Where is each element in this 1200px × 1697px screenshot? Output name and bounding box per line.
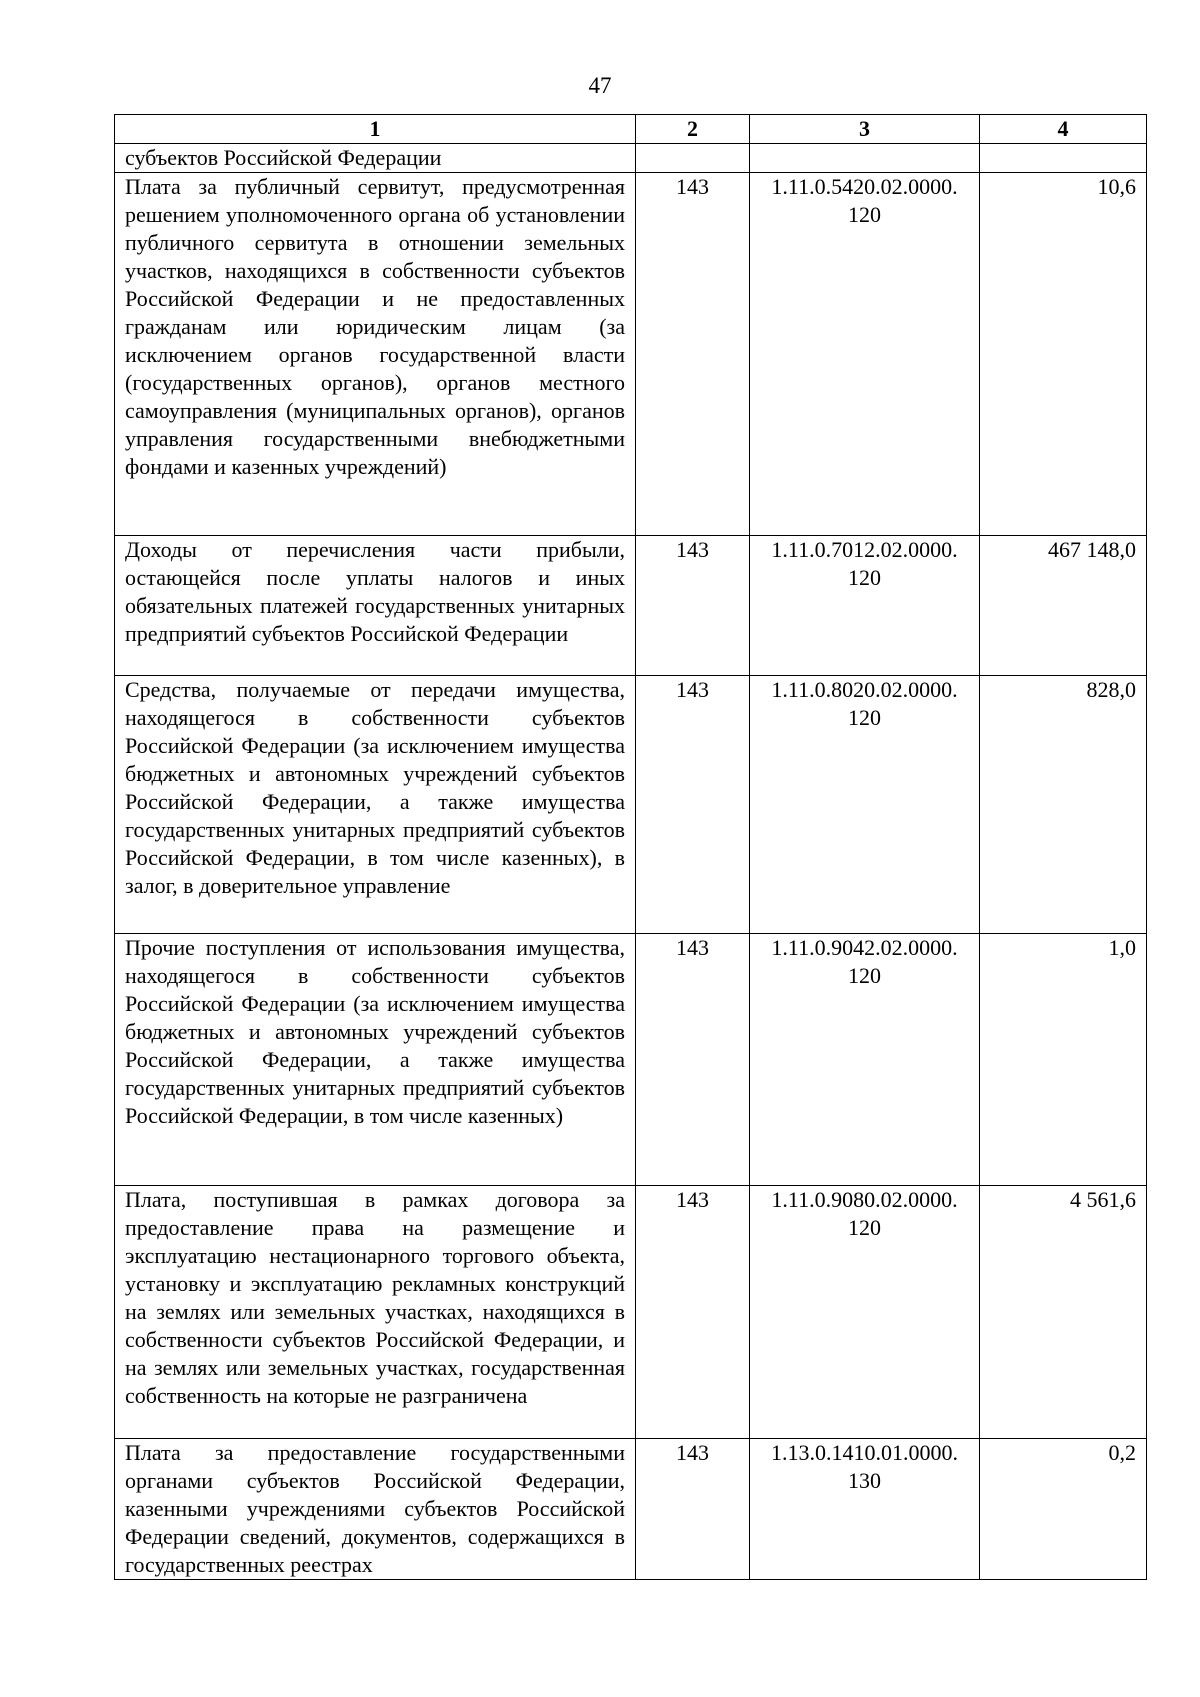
admin-code-cell bbox=[636, 144, 750, 173]
budget-code-cell: 1.11.0.7012.02.0000. 120 bbox=[750, 536, 980, 676]
table-row bbox=[115, 1186, 1147, 1439]
table-header-row bbox=[115, 115, 1147, 144]
income-name-cell: Средства, получаемые от передачи имущества, находящегося в собственности субъектов Российской Федерации (за исключением имущества бюджетных и автономных учреждений субъектов Российской Федерации, а также имущества государственных унитарных предприятий субъектов Российской Федерации, в том числе казенных), в залог, в доверительное управление bbox=[115, 676, 636, 934]
amount-cell: 4 561,6 bbox=[980, 1186, 1147, 1439]
table-row bbox=[115, 173, 1147, 536]
budget-code-cell: 1.11.0.9042.02.0000. 120 bbox=[750, 934, 980, 1186]
page-number: 47 bbox=[588, 73, 612, 98]
table-row bbox=[115, 934, 1147, 1186]
admin-code-cell: 143 bbox=[636, 536, 750, 676]
revenue-table bbox=[114, 114, 1147, 1580]
amount-cell: 0,2 bbox=[980, 1439, 1147, 1580]
column-header-4: 4 bbox=[980, 115, 1147, 144]
table-row bbox=[115, 676, 1147, 934]
budget-code-cell bbox=[750, 144, 980, 173]
amount-cell: 10,6 bbox=[980, 173, 1147, 536]
table-row bbox=[115, 1439, 1147, 1580]
amount-cell: 1,0 bbox=[980, 934, 1147, 1186]
column-header-1: 1 bbox=[115, 115, 636, 144]
income-name-cell: Плата, поступившая в рамках договора за предоставление права на размещение и эксплуатацию нестационарного торгового объекта, установку и эксплуатацию рекламных конструкций на землях или земельных участках, находящихся в собственности субъектов Российской Федерации, и на землях или земельных участках, государственная собственность на которые не разграничена bbox=[115, 1186, 636, 1439]
income-name-cell: Прочие поступления от использования имущества, находящегося в собственности субъектов Российской Федерации (за исключением имущества бюджетных и автономных учреждений субъектов Российской Федерации, а также имущества государственных унитарных предприятий субъектов Российской Федерации, в том числе казенных) bbox=[115, 934, 636, 1186]
column-header-3: 3 bbox=[750, 115, 980, 144]
budget-code-cell: 1.11.0.9080.02.0000. 120 bbox=[750, 1186, 980, 1439]
admin-code-cell: 143 bbox=[636, 173, 750, 536]
admin-code-cell: 143 bbox=[636, 676, 750, 934]
amount-cell bbox=[980, 144, 1147, 173]
amount-cell: 828,0 bbox=[980, 676, 1147, 934]
amount-cell: 467 148,0 bbox=[980, 536, 1147, 676]
table-row bbox=[115, 144, 1147, 173]
budget-code-cell: 1.11.0.8020.02.0000. 120 bbox=[750, 676, 980, 934]
income-name-cell: Плата за публичный сервитут, предусмотренная решением уполномоченного органа об установлении публичного сервитута в отношении земельных участков, находящихся в собственности субъектов Российской Федерации и не предоставленных гражданам или юридическим лицам (за исключением органов государственной власти (государственных органов), органов местного самоуправления (муниципальных органов), органов управления государственными внебюджетными фондами и казенных учреждений) bbox=[115, 173, 636, 536]
admin-code-cell: 143 bbox=[636, 1439, 750, 1580]
table-row bbox=[115, 536, 1147, 676]
income-name-cell: субъектов Российской Федерации bbox=[115, 144, 636, 173]
admin-code-cell: 143 bbox=[636, 1186, 750, 1439]
income-name-cell: Доходы от перечисления части прибыли, остающейся после уплаты налогов и иных обязательных платежей государственных унитарных предприятий субъектов Российской Федерации bbox=[115, 536, 636, 676]
admin-code-cell: 143 bbox=[636, 934, 750, 1186]
budget-code-cell: 1.11.0.5420.02.0000. 120 bbox=[750, 173, 980, 536]
budget-code-cell: 1.13.0.1410.01.0000. 130 bbox=[750, 1439, 980, 1580]
income-name-cell: Плата за предоставление государственными органами субъектов Российской Федерации, казенными учреждениями субъектов Российской Федерации сведений, документов, содержащихся в государственных реестрах bbox=[115, 1439, 636, 1580]
column-header-2: 2 bbox=[636, 115, 750, 144]
